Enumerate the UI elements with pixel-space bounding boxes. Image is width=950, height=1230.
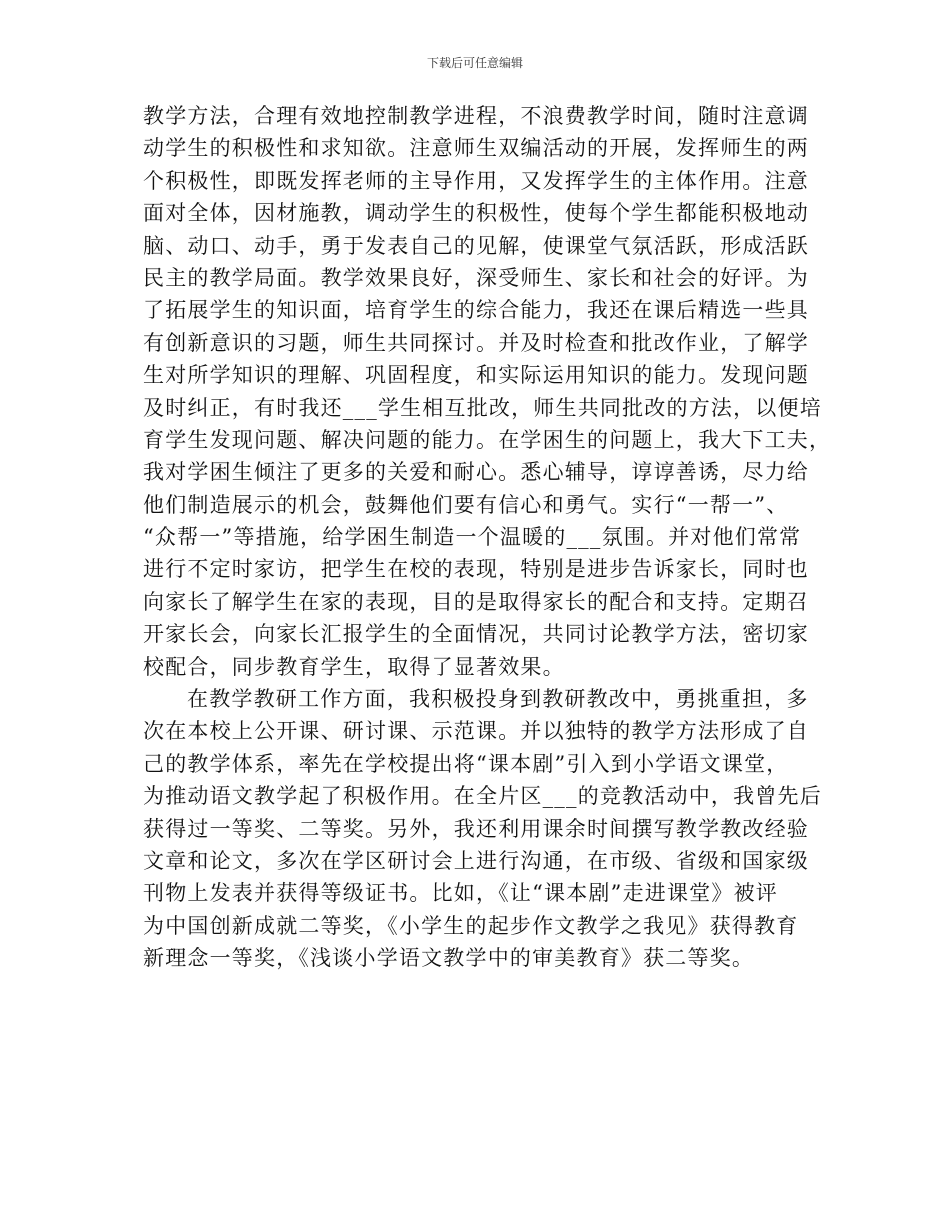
text-line: 脑、动口、动手，勇于发表自己的见解，使课堂气氛活跃，形成活跃 [143, 233, 809, 258]
text-line: 进行不定时家访，把学生在校的表现，特别是进步告诉家长，同时也 [143, 557, 809, 582]
text-line: 在教学教研工作方面，我积极投身到教研教改中，勇挑重担，多 [187, 687, 809, 712]
text-line: 开家长会，向家长汇报学生的全面情况，共同讨论教学方法，密切家 [143, 622, 809, 647]
paragraph [143, 683, 822, 975]
document-body [143, 100, 832, 975]
text-line: 生对所学知识的理解、巩固程度，和实际运用知识的能力。发现问题 [143, 363, 809, 388]
text-line: 教学方法，合理有效地控制教学进程，不浪费教学时间，随时注意调 [143, 104, 809, 128]
text-line: 有创新意识的习题，师生共同探讨。并及时检查和批改作业，了解学 [143, 330, 809, 355]
text-line: 个积极性，即既发挥老师的主导作用，又发挥学生的主体作用。注意 [143, 168, 809, 193]
text-line: 面对全体，因材施教，调动学生的积极性，使每个学生都能积极地动 [143, 201, 809, 226]
text-line: 次在本校上公开课、研讨课、示范课。并以独特的教学方法形成了自 [143, 719, 809, 744]
text-line: 为中国创新成就二等奖，《小学生的起步作文教学之我见》获得教育 [143, 913, 799, 938]
text-line: 了拓展学生的知识面，培育学生的综合能力，我还在课后精选一些具 [143, 298, 809, 323]
text-line: 向家长了解学生在家的表现，目的是取得家长的配合和支持。定期召 [143, 589, 809, 614]
text-line: “众帮一”等措施，给学困生制造一个温暖的___氛围。并对他们常常 [143, 525, 802, 550]
text-line: 刊物上发表并获得等级证书。比如，《让“课本剧”走进课堂》被评 [143, 881, 778, 906]
text-line: 我对学困生倾注了更多的关爱和耐心。悉心辅导，谆谆善诱，尽力给 [143, 460, 809, 485]
text-line: 文章和论文，多次在学区研讨会上进行沟通，在市级、省级和国家级 [143, 848, 809, 873]
text-line: 获得过一等奖、二等奖。另外，我还利用课余时间撰写教学教改经验 [143, 816, 809, 841]
text-line: 民主的教学局面。教学效果良好，深受师生、家长和社会的好评。为 [143, 265, 809, 290]
text-line: 及时纠正，有时我还___学生相互批改，师生共同批改的方法，以便培 [143, 395, 822, 420]
text-line: 己的教学体系，率先在学校提出将“课本剧”引入到小学语文课堂， [143, 751, 789, 776]
text-line: 新理念一等奖，《浅谈小学语文教学中的审美教育》获二等奖。 [143, 946, 755, 971]
text-line: 他们制造展示的机会，鼓舞他们要有信心和勇气。实行“一帮一”、 [143, 492, 789, 517]
text-line: 为推动语文教学起了积极作用。在全片区___的竞教活动中，我曾先后 [143, 784, 822, 809]
text-line: 校配合，同步教育学生，取得了显著效果。 [143, 654, 565, 679]
paragraph [143, 100, 832, 683]
text-line: 育学生发现问题、解决问题的能力。在学困生的问题上，我大下工夫， [143, 427, 832, 452]
page-header: 下载后可任意编辑 [426, 56, 523, 70]
text-line: 动学生的积极性和求知欲。注意师生双编活动的开展，发挥师生的两 [143, 136, 809, 161]
